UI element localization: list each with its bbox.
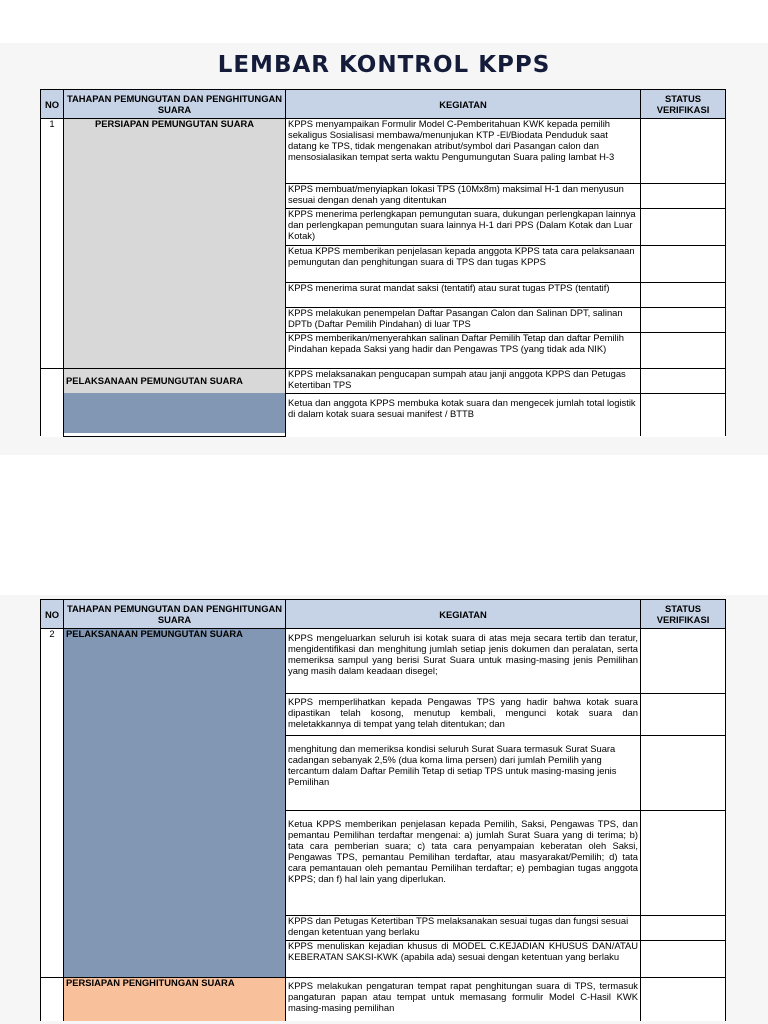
activity-cell: KPPS mengeluarkan seluruh isi kotak suara di atas meja secara tertib dan teratur, mengidentifikasi dan menghitung jumlah setiap jenis dokumen dan peralatan, serta memeriksa sampul yang berisi Surat Suara untuk masing-masing jenis Pemilihan yang masih dalam keadaan disegel; bbox=[286, 629, 641, 694]
status-cell[interactable] bbox=[641, 209, 726, 246]
activity-cell: Ketua KPPS memberikan penjelasan kepada Pemilih, Saksi, Pengawas TPS, dan pemantau Pemilihan terdaftar mengenai: a) jumlah Surat Suara yang di terima; b) tata cara pemberian suara; c) tata cara penyampaian keberatan oleh Saksi, Pengawas TPS, pemantau Pemilihan terdaftar, atau masyarakat/Pemilih; d) tata cara pemantauan oleh pemantau Pemilihan terdaftar; e) pembagian tugas anggota KPPS; dan f) hal lain yang diperlukan. bbox=[286, 811, 641, 916]
header-activity: KEGIATAN bbox=[286, 600, 641, 629]
stage-cell: PELAKSANAAN PEMUNGUTAN SUARA bbox=[64, 629, 286, 978]
control-table-2 bbox=[40, 599, 726, 1021]
activity-cell: KPPS memperlihatkan kepada Pengawas TPS yang hadir bahwa kotak suara dipastikan telah kosong, menutup kembali, mengunci kotak suara dan meletakkannya di tempat yang telah ditentukan; dan bbox=[286, 694, 641, 736]
stage-cell: PERSIAPAN PENGHITUNGAN SUARA bbox=[64, 978, 286, 1022]
activity-cell: KPPS menerima perlengkapan pemungutan suara, dukungan perlengkapan lainnya dan perlengkapan pemungutan suara lainnya H-1 dari PPS (Dalam Kotak dan Luar Kotak) bbox=[286, 209, 641, 246]
header-stage: TAHAPAN PEMUNGUTAN DAN PENGHITUNGAN SUARA bbox=[64, 600, 286, 629]
status-cell[interactable] bbox=[641, 941, 726, 978]
status-cell[interactable] bbox=[641, 369, 726, 394]
control-table-1 bbox=[40, 89, 726, 437]
status-cell[interactable] bbox=[641, 246, 726, 283]
header-status: STATUS VERIFIKASI bbox=[641, 90, 726, 119]
activity-cell: KPPS melaksanakan pengucapan sumpah atau janji anggota KPPS dan Petugas Ketertiban TPS bbox=[286, 369, 641, 394]
row-number-empty bbox=[41, 978, 64, 1022]
row-number: 1 bbox=[41, 119, 64, 369]
activity-cell: Ketua KPPS memberikan penjelasan kepada anggota KPPS tata cara pelaksanaan pemungutan dan penghitungan suara di TPS dan tugas KPPS bbox=[286, 246, 641, 283]
page-title: LEMBAR KONTROL KPPS bbox=[217, 52, 551, 78]
status-cell[interactable] bbox=[641, 333, 726, 369]
table-header-row bbox=[41, 600, 726, 629]
status-cell[interactable] bbox=[641, 811, 726, 916]
stage-cell bbox=[64, 369, 286, 437]
table-row bbox=[41, 369, 726, 394]
activity-cell: KPPS menerima surat mandat saksi (tentatif) atau surat tugas PTPS (tentatif) bbox=[286, 283, 641, 308]
status-cell[interactable] bbox=[641, 119, 726, 184]
header-no: NO bbox=[41, 90, 64, 119]
table-header-row bbox=[41, 90, 726, 119]
activity-cell: KPPS memberikan/menyerahkan salinan Daftar Pemilih Tetap dan daftar Pemilih Pindahan kepada Saksi yang hadir dan Pengawas TPS (yang tidak ada NIK) bbox=[286, 333, 641, 369]
stage-color-band bbox=[64, 393, 285, 433]
header-stage: TAHAPAN PEMUNGUTAN DAN PENGHITUNGAN SUARA bbox=[64, 90, 286, 119]
status-cell[interactable] bbox=[641, 629, 726, 694]
activity-cell: KPPS membuat/menyiapkan lokasi TPS (10Mx8m) maksimal H-1 dan menyusun sesuai dengan denah yang ditentukan bbox=[286, 184, 641, 209]
status-cell[interactable] bbox=[641, 916, 726, 941]
row-number-empty bbox=[41, 369, 64, 437]
status-cell[interactable] bbox=[641, 694, 726, 736]
row-number: 2 bbox=[41, 629, 64, 978]
activity-cell: KPPS melakukan penempelan Daftar Pasangan Calon dan Salinan DPT, salinan DPTb (Daftar Pemilih Pindahan) di luar TPS bbox=[286, 308, 641, 333]
activity-cell: menghitung dan memeriksa kondisi seluruh Surat Suara termasuk Surat Suara cadangan sebanyak 2,5% (dua koma lima persen) dari jumlah Pemilih yang tercantum dalam Daftar Pemilih Tetap di setiap TPS untuk masing-masing jenis Pemilihan bbox=[286, 736, 641, 811]
status-cell[interactable] bbox=[641, 184, 726, 209]
stage-label: PELAKSANAAN PEMUNGUTAN SUARA bbox=[64, 369, 285, 393]
activity-cell: KPPS dan Petugas Ketertiban TPS melaksanakan sesuai tugas dan fungsi sesuai dengan ketentuan yang berlaku bbox=[286, 916, 641, 941]
activity-cell: KPPS menuliskan kejadian khusus di MODEL C.KEJADIAN KHUSUS DAN/ATAU KEBERATAN SAKSI-KWK (apabila ada) sesuai dengan ketentuan yang berlaku bbox=[286, 941, 641, 978]
activity-cell: KPPS melakukan pengaturan tempat rapat penghitungan suara di TPS, termasuk pangaturan papan atau tempat untuk memasang formulir Model C-Hasil KWK masing-masing pemilihan bbox=[286, 978, 641, 1022]
header-no: NO bbox=[41, 600, 64, 629]
status-cell[interactable] bbox=[641, 308, 726, 333]
table-row bbox=[41, 629, 726, 694]
status-cell[interactable] bbox=[641, 978, 726, 1022]
header-status: STATUS VERIFIKASI bbox=[641, 600, 726, 629]
status-cell[interactable] bbox=[641, 283, 726, 308]
status-cell[interactable] bbox=[641, 394, 726, 437]
stage-cell: PERSIAPAN PEMUNGUTAN SUARA bbox=[64, 119, 286, 369]
activity-cell: KPPS menyampaikan Formulir Model C-Pemberitahuan KWK kepada pemilih sekaligus Sosialisasi membawa/menunjukan KTP -El/Biodata Penduduk saat datang ke TPS, tidak mengenakan atribut/symbol dari Pasangan calon dan mensosialasikan tempat serta waktu Pengumungutan Suara paling lambat H-3 bbox=[286, 119, 641, 184]
table-row bbox=[41, 119, 726, 184]
status-cell[interactable] bbox=[641, 736, 726, 811]
header-activity: KEGIATAN bbox=[286, 90, 641, 119]
activity-cell: Ketua dan anggota KPPS membuka kotak suara dan mengecek jumlah total logistik di dalam kotak suara sesuai manifest / BTTB bbox=[286, 394, 641, 437]
table-row bbox=[41, 978, 726, 1022]
